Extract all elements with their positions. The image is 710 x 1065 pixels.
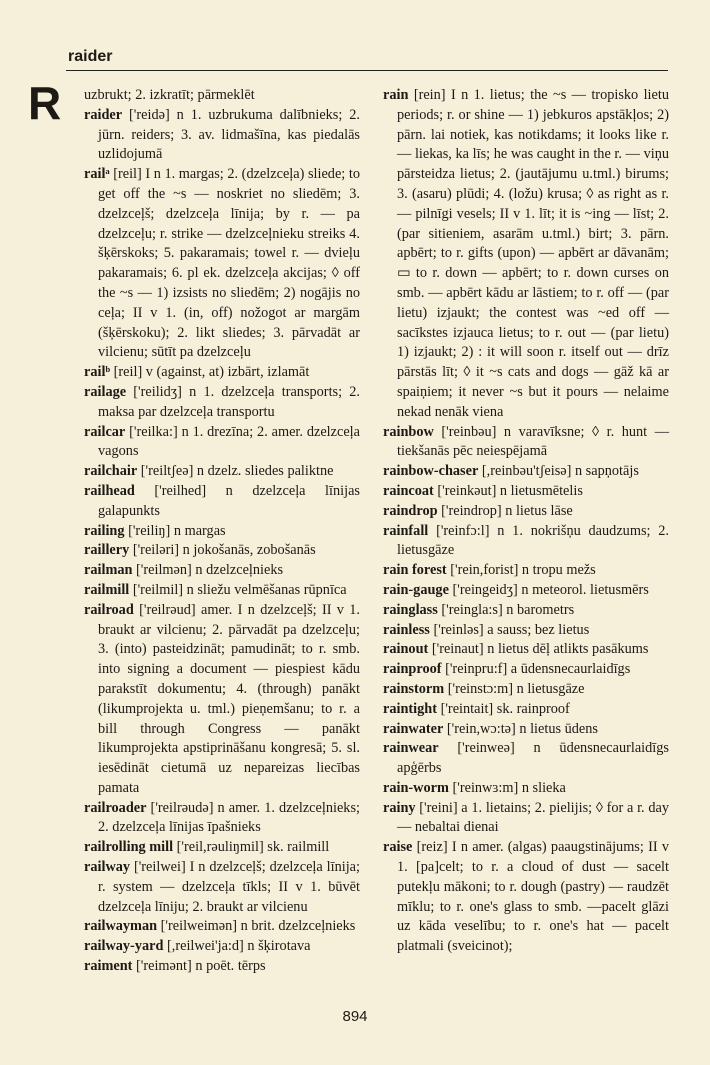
section-letter: R xyxy=(28,77,62,129)
dictionary-entry xyxy=(84,957,360,977)
entry-headword: rainstorm xyxy=(383,680,445,697)
dictionary-entry xyxy=(84,799,360,839)
dictionary-entry xyxy=(383,423,669,463)
entry-definition: ['reingla:s] n barometrs xyxy=(437,601,575,618)
dictionary-entry xyxy=(383,502,669,522)
entry-headword: railmill xyxy=(84,581,130,598)
entry-headword: railᵃ xyxy=(84,166,110,183)
entry-definition: ['reiləri] n jokošanās, zobošanās xyxy=(129,542,316,559)
entry-definition: ['reini] a 1. lietains; 2. pielijis; ◊ for a r. day — nebaltai dienai xyxy=(397,799,669,836)
dictionary-entry xyxy=(84,858,360,917)
entry-definition: ['reintait] sk. rainproof xyxy=(437,700,570,717)
dictionary-entry xyxy=(84,601,360,799)
dictionary-entry xyxy=(84,363,360,383)
entry-definition: ['reiliŋ] n margas xyxy=(124,522,226,539)
entry-definition: ['reilrəudə] n amer. 1. dzelzceļnieks; 2. dzelzceļa līnijas īpašnieks xyxy=(98,799,360,836)
dictionary-entry xyxy=(383,680,669,700)
entry-headword: rain xyxy=(383,87,409,103)
entry-headword: railroad xyxy=(84,601,134,618)
page-number: 894 xyxy=(342,1008,368,1025)
entry-definition: ['reindrop] n lietus lāse xyxy=(437,502,573,519)
entry-headword: raise xyxy=(383,839,413,856)
entry-headword: rain forest xyxy=(383,562,447,579)
entry-headword: rainout xyxy=(383,641,429,658)
dictionary-entry xyxy=(84,581,360,601)
dictionary-entry xyxy=(383,720,669,740)
entry-headword: rain-gauge xyxy=(383,581,449,598)
entry-definition: [,reilwei'ja:d] n šķirotava xyxy=(163,938,311,955)
entry-headword: railwayman xyxy=(84,918,158,935)
entry-definition: ['reinkəut] n lietusmētelis xyxy=(433,482,583,499)
dictionary-entry xyxy=(84,561,360,581)
entry-definition: ['reidə] n 1. uzbrukuma dalībnieks; 2. jūrn. reiders; 3. av. lidmašīna, kas piedalās uzlidojumā xyxy=(98,106,360,163)
dictionary-entry xyxy=(383,640,669,660)
entry-definition: ['reilmil] n sliežu velmēšanas rūpnīca xyxy=(129,581,347,598)
entry-headword: raincoat xyxy=(383,482,434,499)
entry-definition: ['reil,rəuliŋmil] sk. railmill xyxy=(173,839,330,856)
dictionary-entry xyxy=(84,917,360,937)
entry-headword: rain-worm xyxy=(383,779,449,796)
dictionary-entry xyxy=(383,462,669,482)
dictionary-entry xyxy=(84,423,360,463)
dictionary-entry xyxy=(84,106,360,165)
entry-definition: ['reilhed] n dzelzceļa līnijas galapunkts xyxy=(98,482,360,519)
dictionary-entry xyxy=(383,739,669,779)
entry-definition: ['reilwei] I n dzelzceļš; dzelzceļa līnija; r. system — dzelzceļa tīkls; II v 1. būvēt dzelzceļa līniju; 2. braukt ar vilcienu xyxy=(98,859,360,915)
entry-definition: ['reilweimən] n brit. dzelzceļnieks xyxy=(157,918,356,935)
entry-definition: ['reinwɜ:m] n slieka xyxy=(448,779,566,796)
dictionary-entry xyxy=(84,522,360,542)
entry-definition: ['reinbəu] n varavīksne; ◊ r. hunt — tiekšanās pēc neiespējamā xyxy=(397,423,669,460)
entry-definition: uzbrukt; 2. izkratīt; pārmeklēt xyxy=(84,87,255,103)
entry-definition: ['reilmən] n dzelzceļnieks xyxy=(132,562,284,579)
entry-headword: rainfall xyxy=(383,522,429,539)
entry-headword: raider xyxy=(84,106,123,123)
entry-definition: ['reinaut] n lietus dēļ atlikts pasākums xyxy=(428,641,649,658)
entry-headword: railcar xyxy=(84,423,126,440)
entry-headword: raintight xyxy=(383,700,438,717)
entry-definition: [,reinbəu'tʃeisə] n sapņotājs xyxy=(478,463,639,480)
entry-headword: railhead xyxy=(84,482,135,499)
dictionary-entry xyxy=(383,779,669,799)
dictionary-entry xyxy=(383,561,669,581)
dictionary-entry xyxy=(383,621,669,641)
dictionary-entry xyxy=(383,838,669,957)
dictionary-entry xyxy=(84,462,360,482)
dictionary-entry xyxy=(383,522,669,562)
header-rule xyxy=(66,70,668,71)
dictionary-entry xyxy=(84,541,360,561)
entry-headword: railchair xyxy=(84,463,138,480)
left-column xyxy=(84,86,360,977)
entry-headword: rainproof xyxy=(383,661,442,678)
dictionary-entry xyxy=(383,601,669,621)
entry-headword: railman xyxy=(84,562,133,579)
entry-headword: rainwear xyxy=(383,740,439,757)
guide-word: raider xyxy=(68,48,113,65)
dictionary-entry xyxy=(84,383,360,423)
entry-definition: ['reingeidʒ] n meteorol. lietusmērs xyxy=(448,581,649,598)
entry-headword: railrolling mill xyxy=(84,839,174,856)
dictionary-entry xyxy=(383,86,669,423)
entry-definition: ['reilidʒ] n 1. dzelzceļa transports; 2. maksa par dzelzceļa transportu xyxy=(98,383,360,420)
entry-headword: railage xyxy=(84,383,127,400)
dictionary-entry xyxy=(383,660,669,680)
entry-headword: rainless xyxy=(383,621,430,638)
entry-headword: railroader xyxy=(84,799,147,816)
dictionary-entry xyxy=(383,581,669,601)
entry-definition: ['reiltʃeə] n dzelz. sliedes paliktne xyxy=(137,463,334,480)
entry-definition: [rein] I n 1. lietus; the ~s — tropisko lietu periods; r. or shine — 1) jebkuros apstākļos; 2) pārn. lai notiek, kas notikdams; it looks like r. — liekas, ka līs; he was caught in the r. — viņu pārsteidza lietus; 2. (jautājumu u.tml.) birums; 3. (asaru) plūdi; 4. (ložu) krusa; ◊ as right as r. — pilnīgi vesels; II v 1. līt; it is ~ing — līst; 2. (par sitieniem, asarām u.tml.) birt; 3. pārn. apbērt; to r. gifts (upon) — apbērt ar dāvanām; ▭ to r. down — apbērt; to r. down curses on smb. — apbērt kādu ar lāstiem; to r. off — (par lietu) izjaukt; the contest was ~ed off — sacīkstes izjauca lietus; to r. out — (par lietu) 1) izjaukt; 2) : it will soon r. itself out — drīz pārstās līt; ◊ it ~s cats and dogs — gāž kā ar spaiņiem; it never ~s but it pours — nelaime nekad nenāk viena xyxy=(397,87,669,420)
dictionary-entry xyxy=(84,937,360,957)
dictionary-entry xyxy=(84,838,360,858)
entry-headword: rainglass xyxy=(383,601,438,618)
entry-headword: raiment xyxy=(84,958,133,975)
entry-definition: ['reinləs] a sauss; bez lietus xyxy=(429,621,590,638)
entry-definition: ['reinweə] n ūdensnecaurlaidīgs apģērbs xyxy=(397,740,669,777)
dictionary-entry xyxy=(84,86,360,106)
entry-definition: [reil] I n 1. margas; 2. (dzelzceļa) sliede; to get off the ~s — noskriet no sliedēm; 3. dzelzceļš; dzelzceļa līnija; by r. — pa dzelzceļu; r. strike — dzelzceļnieku streiks 4. šķērskoks; 5. pakaramais; towel r. — dvieļu pakaramais; 6. pl ek. dzelzceļa akcijas; ◊ off the ~s — 1) izsists no sliedēm; 2) nogājis no ceļa; II v 1. (in, off) nožogot ar margām (šķērskoku); 2. likt sliedes; 3. pārvadāt ar vilcienu; sūtīt pa dzelzceļu xyxy=(98,166,360,361)
entry-definition: ['reilka:] n 1. drezīna; 2. amer. dzelzceļa vagons xyxy=(98,423,360,460)
dictionary-entry xyxy=(84,482,360,522)
entry-headword: rainbow xyxy=(383,423,434,440)
entry-definition: ['reimənt] n poēt. tērps xyxy=(132,958,266,975)
dictionary-entry xyxy=(383,799,669,839)
entry-definition: ['reilrəud] amer. I n dzelzceļš; II v 1. braukt ar vilcienu; 2. pārvadāt pa dzelzceļu; 3. (into) pasteidzināt; pamudināt; to r. smb. into signing a document — piespiest kādu parakstīt dokumentu; 4. (through) panākt (likumprojekta u. tml.) pieņemšanu; to r. a bill through Congress — panākt likumprojekta apstiprināšanu kongresā; 5. sl. iesēdināt cietumā uz nepareizas liecības pamata xyxy=(98,601,360,796)
entry-headword: railway xyxy=(84,859,131,876)
entry-headword: railway-yard xyxy=(84,938,164,955)
entry-definition: [reiz] I n amer. (algas) paaugstinājums; II v 1. [pa]celt; to r. a cloud of dust — sacelt putekļu mākoni; to r. dough (pastry) — raudzēt mīklu; to r. one's glass to smb. —pacelt glāzi uz kāda veselību; to r. one's hat — pacelt platmali (sveicinot); xyxy=(397,839,669,955)
entry-headword: rainwater xyxy=(383,720,444,737)
dictionary-entry xyxy=(383,700,669,720)
dictionary-entry xyxy=(383,482,669,502)
entry-headword: railing xyxy=(84,522,125,539)
entry-headword: rainbow-chaser xyxy=(383,463,479,480)
entry-headword: raillery xyxy=(84,542,130,559)
entry-definition: ['rein,forist] n tropu mežs xyxy=(446,562,596,579)
right-column xyxy=(383,86,669,957)
entry-headword: raindrop xyxy=(383,502,438,519)
entry-definition: ['reinpru:f] a ūdensnecaurlaidīgs xyxy=(441,661,631,678)
entry-definition: ['reinstɔ:m] n lietusgāze xyxy=(444,680,585,697)
entry-headword: rainy xyxy=(383,799,416,816)
entry-definition: ['rein,wɔ:tə] n lietus ūdens xyxy=(443,720,598,737)
entry-definition: ['reinfɔ:l] n 1. nokrišņu daudzums; 2. lietusgāze xyxy=(397,522,669,559)
dictionary-entry xyxy=(84,165,360,363)
entry-headword: railᵇ xyxy=(84,364,111,381)
entry-definition: [reil] v (against, at) izbārt, izlamāt xyxy=(110,364,310,381)
